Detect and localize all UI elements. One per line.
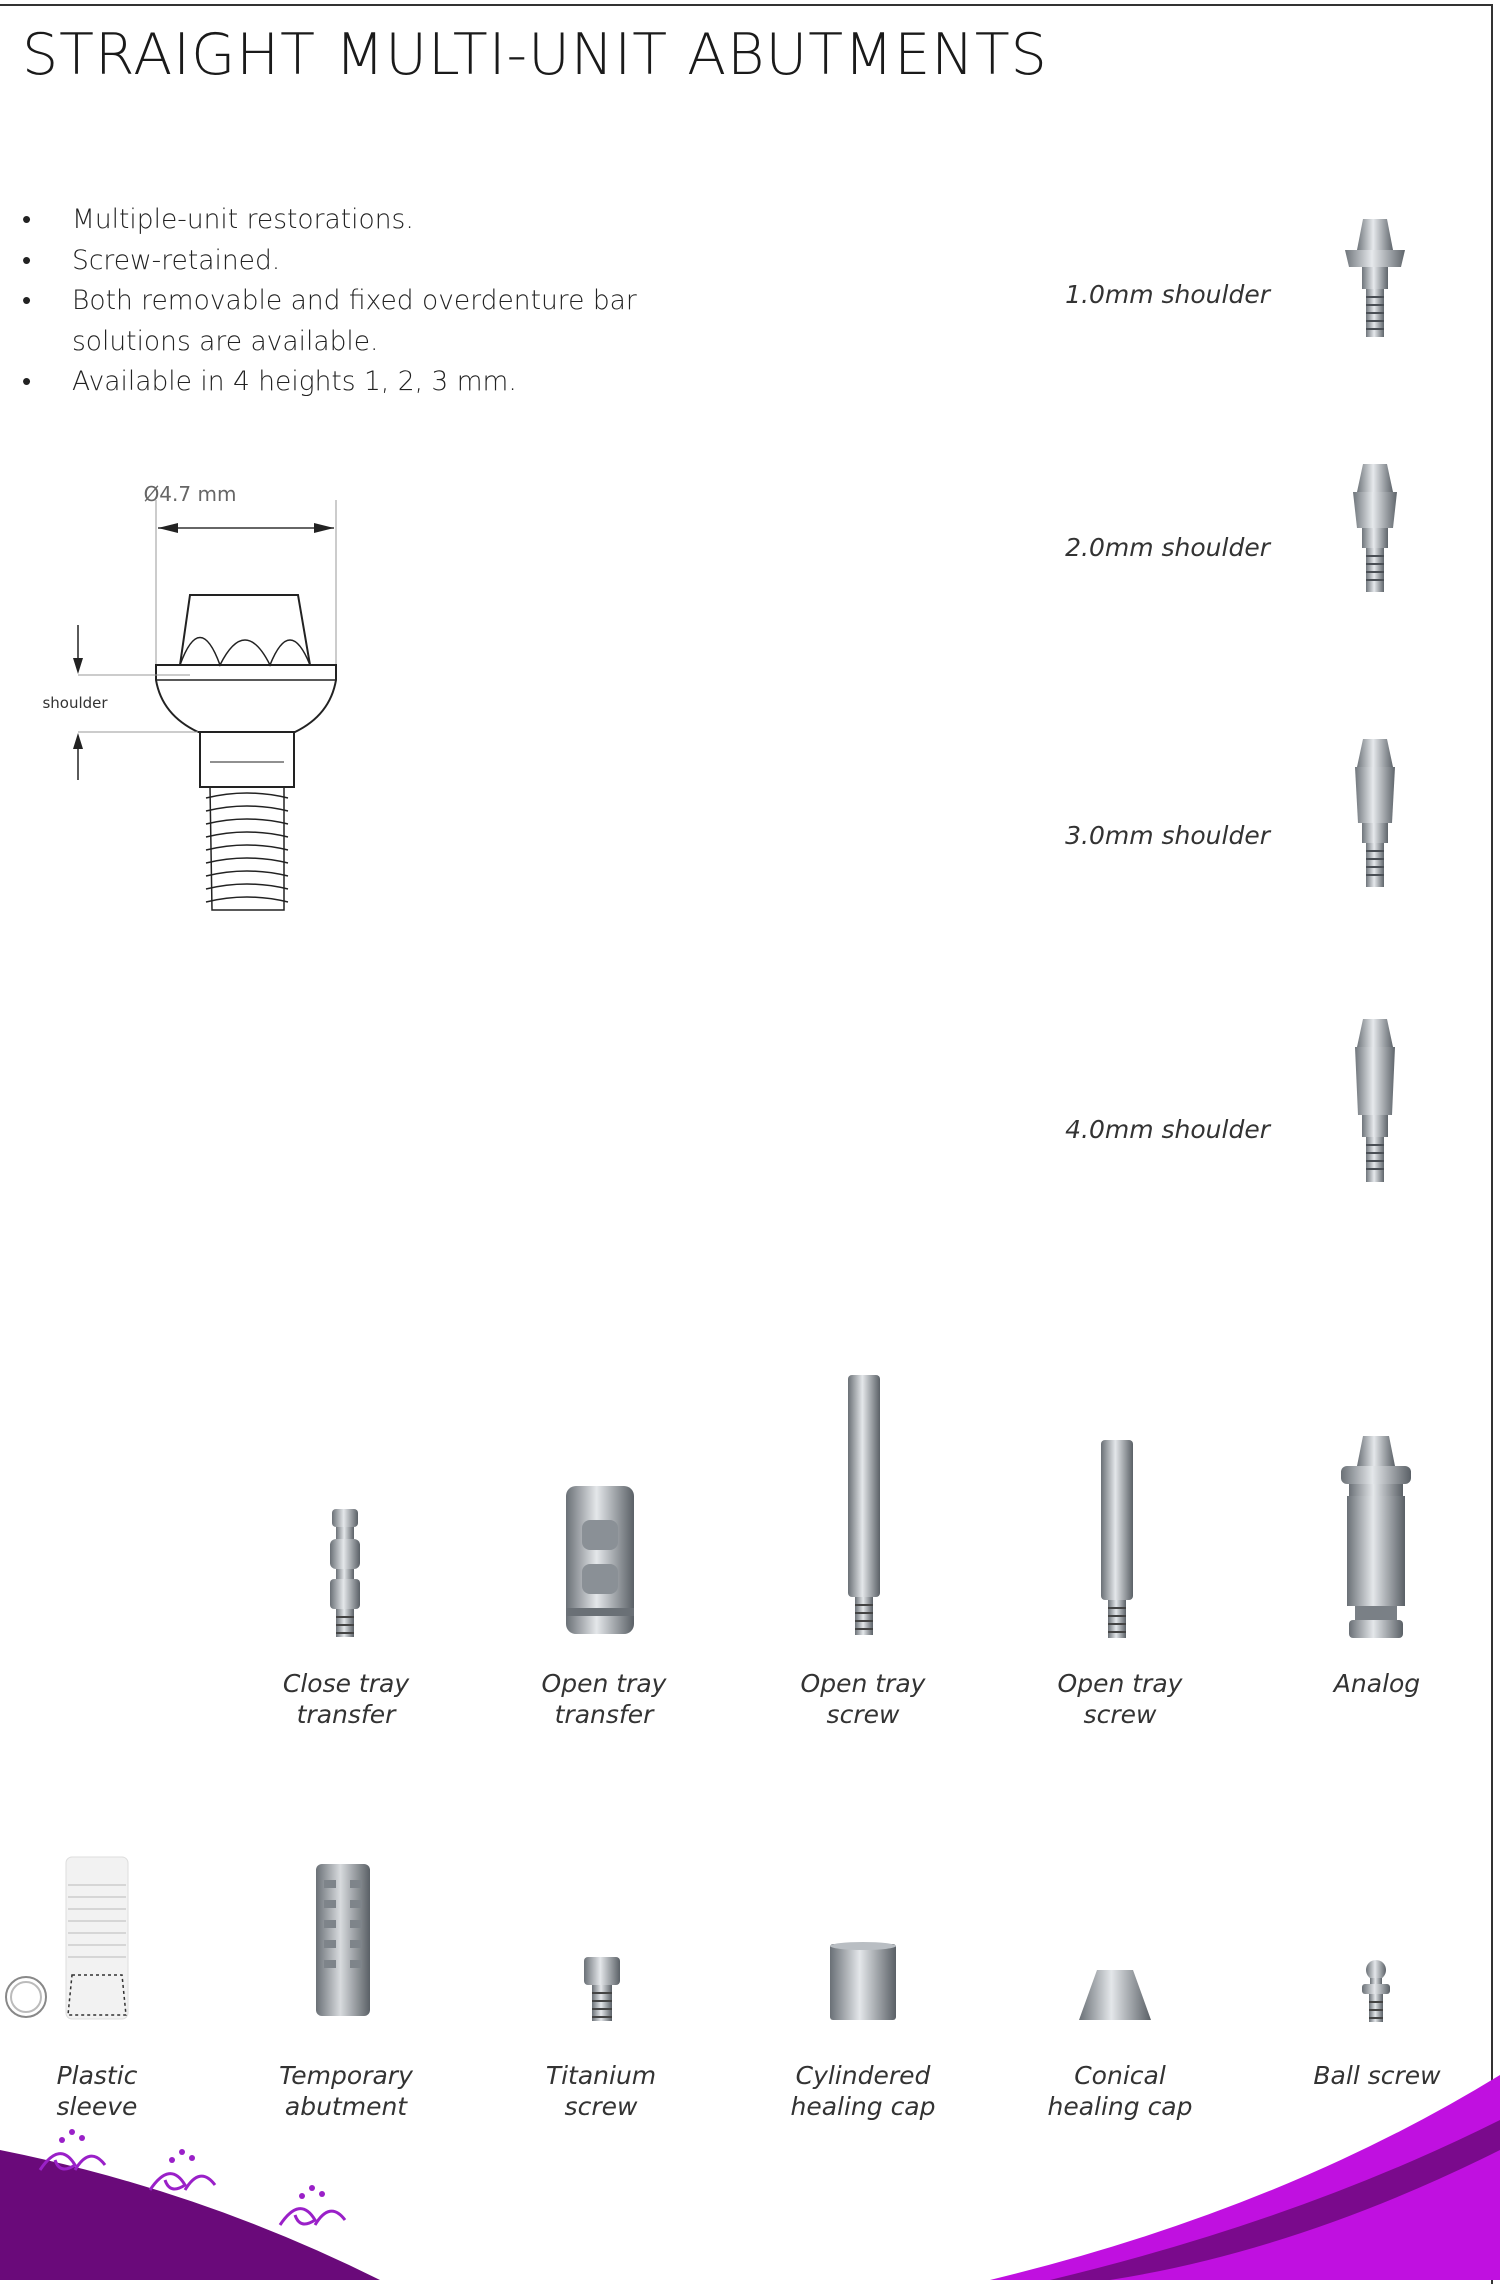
shoulder-label-1mm: 1.0mm shoulder [1065, 280, 1270, 309]
shoulder-label-4mm: 4.0mm shoulder [1065, 1115, 1270, 1144]
abutment-technical-drawing [30, 470, 360, 930]
component-label-open-tray-transfer: Open tray transfer [541, 1669, 667, 1729]
feature-item: • Available in 4 heights 1, 2, 3 mm. [22, 362, 662, 403]
feature-item: • Multiple-unit restorations. [22, 200, 662, 241]
titanium-screw-image [580, 1955, 624, 2023]
close-tray-transfer-image [320, 1505, 370, 1640]
conical-healing-cap-image [1075, 1966, 1155, 2024]
component-label-open-tray-screw-1: Open tray screw [800, 1669, 926, 1729]
abutment-3mm-image [1335, 735, 1415, 890]
component-label-temporary-abutment: Temporary abutment [279, 2061, 413, 2121]
component-label-analog: Analog [1333, 1669, 1421, 1698]
shoulder-label-2mm: 2.0mm shoulder [1065, 533, 1270, 562]
shoulder-dimension-label: shoulder [42, 694, 108, 712]
abutment-4mm-image [1335, 1015, 1415, 1185]
component-label-cylindered-healing-cap: Cylindered healing cap [790, 2061, 936, 2121]
component-label-conical-healing-cap: Conical healing cap [1047, 2061, 1193, 2121]
feature-item: • Both removable and fixed overdenture bar solutions are available. [22, 281, 662, 362]
component-label-ball-screw: Ball screw [1313, 2061, 1441, 2090]
feature-item: • Screw-retained. [22, 241, 662, 282]
analog-image [1335, 1432, 1417, 1640]
component-label-open-tray-screw-2: Open tray screw [1057, 1669, 1183, 1729]
page-title: STRAIGHT MULTI-UNIT ABUTMENTS [22, 22, 1048, 88]
shoulder-label-3mm: 3.0mm shoulder [1065, 821, 1270, 850]
open-tray-transfer-image [560, 1482, 640, 1638]
open-tray-screw-long-image [842, 1373, 886, 1638]
plastic-sleeve-image [2, 1855, 132, 2025]
component-label-plastic-sleeve: Plastic sleeve [56, 2061, 138, 2121]
temporary-abutment-image [310, 1862, 376, 2022]
component-label-close-tray-transfer: Close tray transfer [282, 1669, 410, 1729]
open-tray-screw-short-image [1095, 1438, 1139, 1640]
abutment-2mm-image [1335, 460, 1415, 595]
diameter-label: Ø4.7 mm [143, 482, 237, 506]
footer-decoration [0, 2060, 1500, 2280]
ball-screw-image [1356, 1958, 1396, 2024]
abutment-1mm-image [1335, 215, 1415, 340]
component-label-titanium-screw: Titanium screw [545, 2061, 657, 2121]
feature-list [22, 200, 662, 403]
cylindered-healing-cap-image [826, 1940, 900, 2024]
